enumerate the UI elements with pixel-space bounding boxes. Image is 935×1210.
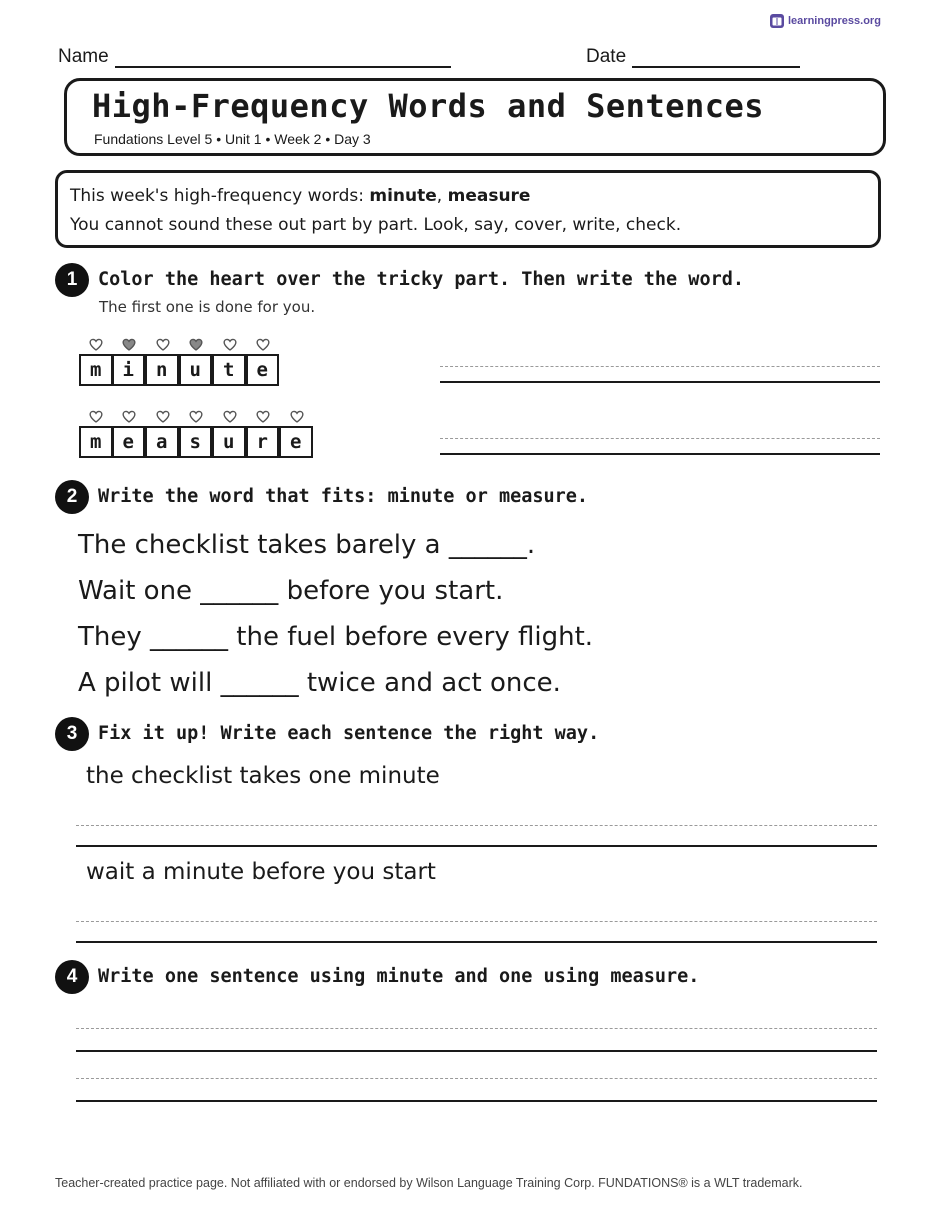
- letter-column: [113, 408, 147, 458]
- heart-icon[interactable]: [154, 336, 172, 352]
- letter-column: [213, 336, 247, 386]
- heart-icon[interactable]: [187, 336, 205, 352]
- letter-box: e: [246, 354, 280, 386]
- heart-icon[interactable]: [187, 408, 205, 424]
- letter-box: e: [279, 426, 313, 458]
- heart-icon[interactable]: [87, 408, 105, 424]
- info-word-1: minute: [369, 186, 437, 206]
- footer-disclaimer: Teacher-created practice page. Not affiliated with or endorsed by Wilson Language Training Corp. FUNDATIONS® is a WLT trademark.: [55, 1176, 803, 1190]
- letter-box: n: [145, 354, 179, 386]
- heart-icon[interactable]: [154, 408, 172, 424]
- write-line-measure[interactable]: [440, 438, 880, 454]
- write-line-4a[interactable]: [76, 1028, 877, 1052]
- letter-box: t: [212, 354, 246, 386]
- heart-icon[interactable]: [120, 408, 138, 424]
- info-prefix: This week's high-frequency words:: [70, 186, 370, 206]
- brand-text: learningpress.org: [788, 15, 881, 27]
- section-4-title: Write one sentence using minute and one using measure.: [98, 966, 700, 987]
- letter-column: [79, 336, 113, 386]
- heart-icon[interactable]: [288, 408, 306, 424]
- letter-boxes-minute: [79, 336, 280, 386]
- sentence-3: They ______ the fuel before every flight.: [78, 622, 594, 652]
- info-line-2: You cannot sound these out part by part. Look, say, cover, write, check.: [70, 215, 682, 235]
- letter-column: [180, 408, 214, 458]
- book-icon: [770, 14, 784, 28]
- write-line-fix-2[interactable]: [76, 921, 877, 943]
- section-4-number: 4: [55, 960, 89, 994]
- letter-column: [213, 408, 247, 458]
- heart-icon[interactable]: [87, 336, 105, 352]
- write-line-minute[interactable]: [440, 366, 880, 382]
- write-line-fix-1[interactable]: [76, 825, 877, 847]
- info-box: [55, 170, 881, 248]
- name-field[interactable]: [58, 46, 451, 68]
- section-3-title: Fix it up! Write each sentence the right way.: [98, 723, 600, 744]
- letter-box: i: [112, 354, 146, 386]
- section-1-title: Color the heart over the tricky part. Then write the word.: [98, 269, 745, 290]
- page-title: High-Frequency Words and Sentences: [92, 87, 765, 125]
- section-1-subtitle: The first one is done for you.: [99, 298, 316, 316]
- page-meta: Fundations Level 5 • Unit 1 • Week 2 • Day 3: [94, 131, 371, 147]
- heart-icon[interactable]: [120, 336, 138, 352]
- section-2-number: 2: [55, 480, 89, 514]
- letter-boxes-measure: [79, 408, 314, 458]
- info-word-2: measure: [447, 186, 531, 206]
- letter-column: [180, 336, 214, 386]
- info-line-1: [70, 186, 530, 206]
- letter-box: u: [212, 426, 246, 458]
- letter-box: m: [79, 354, 113, 386]
- name-date-row: [58, 46, 818, 72]
- letter-column: [280, 408, 314, 458]
- section-3-number: 3: [55, 717, 89, 751]
- sentence-2: Wait one ______ before you start.: [78, 576, 504, 606]
- heart-icon[interactable]: [254, 336, 272, 352]
- letter-box: s: [179, 426, 213, 458]
- letter-box: r: [246, 426, 280, 458]
- date-field[interactable]: [586, 46, 800, 68]
- fix-sentence-1: the checklist takes one minute: [86, 763, 440, 789]
- title-box: [64, 78, 886, 156]
- name-label: Name: [58, 46, 109, 67]
- letter-column: [247, 408, 281, 458]
- sentence-4: A pilot will ______ twice and act once.: [78, 668, 561, 698]
- fix-sentence-2: wait a minute before you start: [86, 859, 436, 885]
- letter-column: [79, 408, 113, 458]
- letter-box: u: [179, 354, 213, 386]
- heart-icon[interactable]: [254, 408, 272, 424]
- name-blank[interactable]: [115, 46, 451, 68]
- heart-icon[interactable]: [221, 336, 239, 352]
- letter-box: a: [145, 426, 179, 458]
- date-blank[interactable]: [632, 46, 800, 68]
- letter-column: [247, 336, 281, 386]
- letter-box: m: [79, 426, 113, 458]
- heart-icon[interactable]: [221, 408, 239, 424]
- section-1-number: 1: [55, 263, 89, 297]
- date-label: Date: [586, 46, 627, 67]
- letter-column: [146, 336, 180, 386]
- letter-box: e: [112, 426, 146, 458]
- section-2-title: Write the word that fits: minute or measure.: [98, 486, 589, 507]
- brand-logo[interactable]: [770, 12, 881, 30]
- sentence-1: The checklist takes barely a ______.: [78, 530, 536, 560]
- letter-column: [146, 408, 180, 458]
- write-line-4b[interactable]: [76, 1078, 877, 1102]
- info-sep: ,: [436, 186, 448, 206]
- letter-column: [113, 336, 147, 386]
